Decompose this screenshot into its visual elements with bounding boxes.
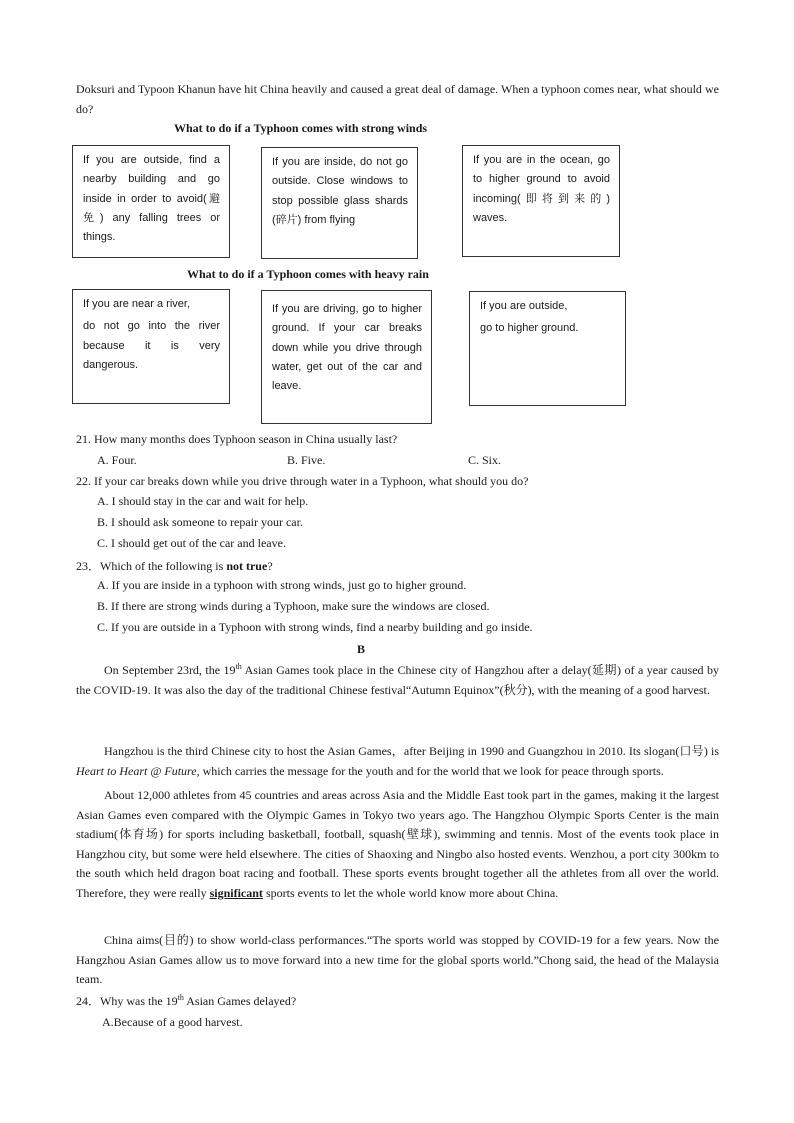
rain-box-outside-rest: go to higher ground. [480,322,579,335]
p3-text-end: sports events to let the whole world know more about China. [262,885,559,900]
rain-box-driving-text: If you are driving, go to higher ground. If your car breaks down while you drive through water, get out of the car and leave. [272,303,422,393]
question-22: 22. If your car breaks down while you drive through water in a Typhoon, what should you do? [76,474,529,488]
q24-stem-end: Asian Games delayed? [183,994,297,1008]
passage-paragraph-1 [76,661,719,700]
p2-text-end: which carries the message for the youth and for the world that we look for peace through sports. [199,763,664,778]
slogan-text: Heart to Heart @ Future, [76,763,200,778]
q24-stem: 24．Why was the 19 [76,994,178,1008]
rain-heading: What to do if a Typhoon comes with heavy rain [187,267,429,281]
q23-option-a[interactable]: A. If you are inside in a typhoon with strong winds, just go to higher ground. [97,578,467,592]
section-b-heading: B [357,642,366,656]
rain-box-river [72,289,230,404]
question-21: 21. How many months does Typhoon season in China usually last? [76,432,398,446]
winds-heading: What to do if a Typhoon comes with strong winds [174,121,428,135]
q24-superscript: th [177,993,184,1002]
winds-box-inside: If you are inside, do not go outside. Close windows to stop possible glass shards (碎片) from flying [261,147,418,259]
q22-option-a[interactable]: A. I should stay in the car and wait for help. [97,494,309,508]
p1-text-end: Asian Games took place in the Chinese city of Hangzhou after a delay(延期) of a year caused by the COVID-19. It was also the day of the traditional Chinese festival“Autumn Equinox”(秋分), with the meaning of a good harvest. [76,663,720,697]
q23-stem-emphasis: not true [226,559,268,573]
question-24 [76,992,296,1009]
significant-keyword: significant [209,885,263,900]
q22-option-c[interactable]: C. I should get out of the car and leave. [97,536,286,550]
rain-box-outside-line1: If you are outside, [480,300,568,312]
winds-box-ocean: If you are in the ocean, go to higher ground to avoid incoming(即将到来的) waves. [462,145,620,257]
intro-paragraph: Doksuri and Typoon Khanun have hit China heavily and caused a great deal of damage. When a typhoon comes near, what should we do? [76,82,719,116]
rain-box-river-rest: do not go into the river because it is very dangerous. [83,320,220,371]
rain-box-outside [469,291,626,406]
q23-stem-end: ? [267,559,273,573]
q21-option-b[interactable]: B. Five. [287,453,326,467]
passage-paragraph-2 [76,742,719,781]
p1-text-start: On September 23rd, the 19 [104,663,236,677]
q23-option-b[interactable]: B. If there are strong winds during a Typhoon, make sure the windows are closed. [97,599,490,613]
q22-option-b[interactable]: B. I should ask someone to repair your car. [97,515,303,529]
winds-box-outside: If you are outside, find a nearby building and go inside in order to avoid(避免) any falling trees or things. [72,145,230,258]
q21-option-c[interactable]: C. Six. [468,453,502,467]
passage-paragraph-3 [76,786,719,903]
p1-superscript: th [235,662,242,671]
p2-text-start: Hangzhou is the third Chinese city to host the Asian Games，after Beijing in 1990 and Guangzhou in 2010. Its slogan(口号) is [104,744,719,758]
rain-box-river-line1: If you are near a river, [83,298,190,310]
question-23 [76,557,273,574]
p3-text-start: About 12,000 athletes from 45 countries and areas across Asia and the Middle East took part in the games, making it the largest Asian Games even compared with the Olympic Games in Tokyo two years ago. The Hangzhou Olympic Sports Center is the main stadium(体育场) for sports including basketball, football, squash(壁球), swimming and tennis. Most of the events took place in Hangzhou city, but some were held elsewhere. The cities of Shaoxing and Ningbo also hosted events. Wenzhou, a port city 300km to the south which held dragon boat racing and football. These sports events brought together all the athletes from all over the world. Therefore, they were really [76,788,719,900]
q23-option-c[interactable]: C. If you are outside in a Typhoon with strong winds, find a nearby building and go inside. [97,620,533,634]
q23-stem: 23．Which of the following is [76,559,227,573]
rain-box-driving [261,290,432,424]
q24-option-a[interactable]: A.Because of a good harvest. [102,1015,243,1029]
passage-paragraph-4: China aims(目的) to show world-class performances.“The sports world was stopped by COVID-19 for a few years. Now the Hangzhou Asian Games allow us to move forward into a new time for the global sports world.”Chong said, the head of the Malaysia team. [76,933,719,986]
q21-option-a[interactable]: A. Four. [97,453,137,467]
